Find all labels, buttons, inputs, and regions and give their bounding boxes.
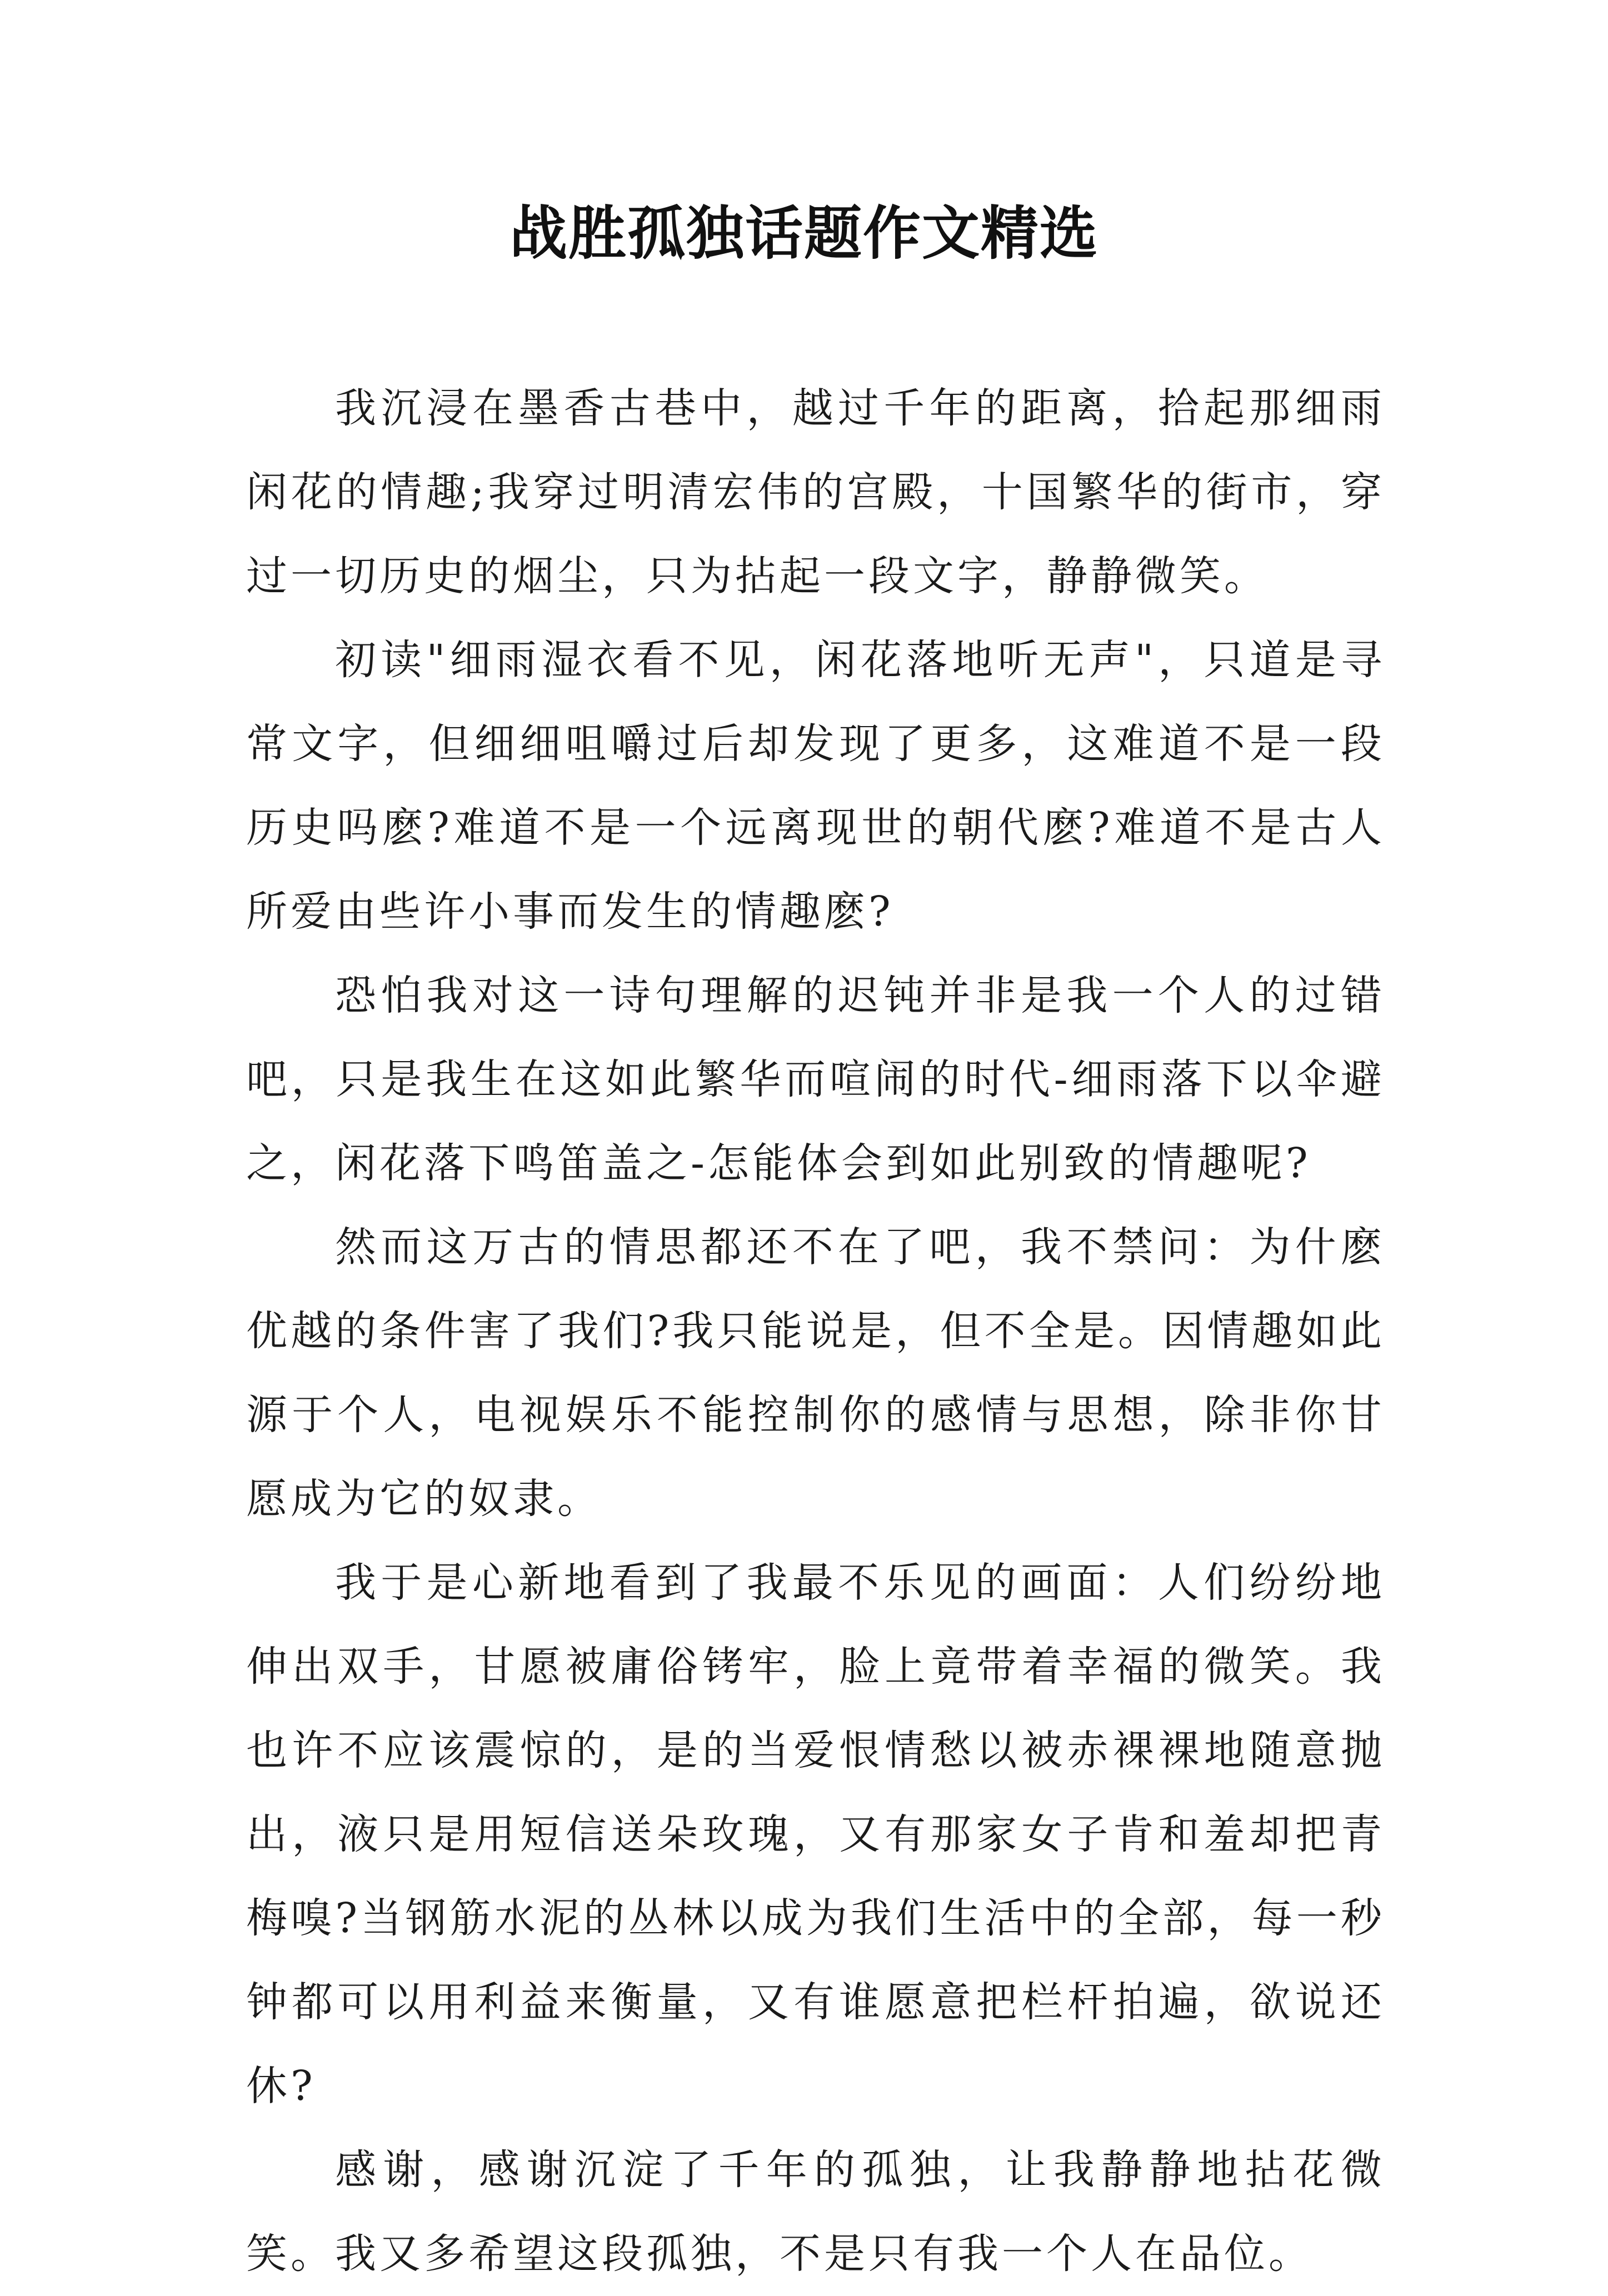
paragraph: 初读"细雨湿衣看不见，闲花落地听无声"，只道是寻常文字，但细细咀嚼过后却发现了更多，这难道不是一段历史吗麽?难道不是一个远离现世的朝代麽?难道不是古人所爱由些许小事而发生的情趣麽?: [246, 636, 1385, 936]
paragraph: 感谢，感谢沉淀了千年的孤独，让我静静地拈花微笑。我又多希望这段孤独，不是只有我一个人在品位。: [246, 2146, 1385, 2278]
page-title: 战胜孤独话题作文精选: [509, 199, 1098, 267]
paragraph: 我沉浸在墨香古巷中，越过千年的距离，拾起那细雨闲花的情趣;我穿过明清宏伟的宫殿，十国繁华的街市，穿过一切历史的烟尘，只为拈起一段文字，静静微笑。: [246, 384, 1385, 600]
essay-body: [246, 367, 1385, 2296]
paragraph: 恐怕我对这一诗句理解的迟钝并非是我一个人的过错吧，只是我生在这如此繁华而喧闹的时代-细雨落下以伞避之，闲花落下鸣笛盖之-怎能体会到如此别致的情趣呢?: [246, 972, 1385, 1187]
paragraph: 我于是心新地看到了我最不乐见的画面：人们纷纷地伸出双手，甘愿被庸俗铐牢，脸上竟带着幸福的微笑。我也许不应该震惊的，是的当爱恨情愁以被赤裸裸地随意抛出，液只是用短信送朵玫瑰，又有那家女子肯和羞却把青梅嗅?当钢筋水泥的丛林以成为我们生活中的全部，每一秒钟都可以用利益来衡量，又有谁愿意把栏杆拍遍，欲说还休?: [246, 1559, 1385, 2110]
paragraph: 然而这万古的情思都还不在了吧，我不禁问：为什麽优越的条件害了我们?我只能说是，但不全是。因情趣如此源于个人，电视娱乐不能控制你的感情与思想，除非你甘愿成为它的奴隶。: [246, 1223, 1385, 1523]
